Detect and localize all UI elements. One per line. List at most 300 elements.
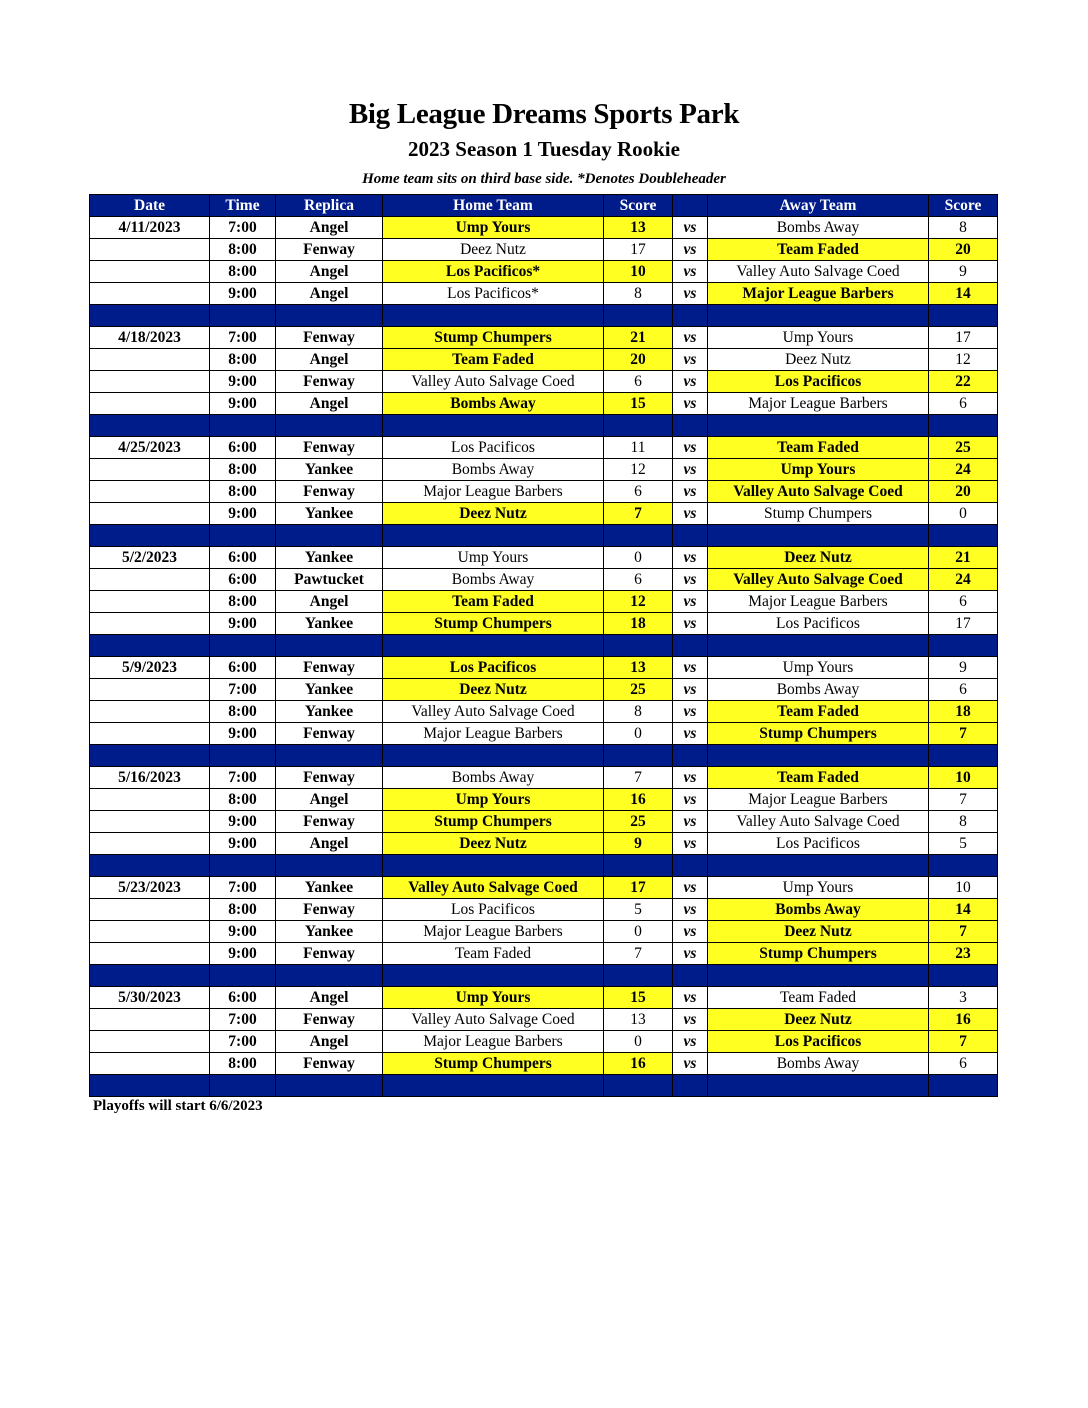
date-cell	[90, 283, 210, 305]
away-score-cell: 16	[929, 1009, 998, 1031]
vs-cell: vs	[673, 943, 708, 965]
away-score-cell: 7	[929, 1031, 998, 1053]
separator-cell	[90, 1075, 210, 1097]
vs-cell: vs	[673, 877, 708, 899]
week-separator-row	[90, 1075, 998, 1097]
page-subtitle: 2023 Season 1 Tuesday Rookie	[408, 137, 680, 161]
separator-cell	[673, 525, 708, 547]
game-row	[90, 437, 998, 459]
separator-cell	[210, 305, 276, 327]
time-cell: 8:00	[210, 349, 276, 371]
away-score-cell: 17	[929, 327, 998, 349]
separator-cell	[210, 965, 276, 987]
date-cell	[90, 569, 210, 591]
vs-cell: vs	[673, 239, 708, 261]
time-cell: 6:00	[210, 987, 276, 1009]
separator-cell	[708, 745, 929, 767]
vs-cell: vs	[673, 349, 708, 371]
vs-cell: vs	[673, 899, 708, 921]
replica-cell: Angel	[276, 261, 383, 283]
column-header-date: Date	[90, 195, 210, 217]
date-cell	[90, 591, 210, 613]
time-cell: 8:00	[210, 239, 276, 261]
vs-cell: vs	[673, 393, 708, 415]
home-score-cell: 0	[604, 1031, 673, 1053]
away-score-cell: 0	[929, 503, 998, 525]
time-cell: 8:00	[210, 459, 276, 481]
home-score-cell: 0	[604, 723, 673, 745]
separator-cell	[383, 635, 604, 657]
separator-cell	[383, 745, 604, 767]
separator-cell	[90, 635, 210, 657]
home-team-cell: Los Pacificos	[383, 899, 604, 921]
replica-cell: Fenway	[276, 767, 383, 789]
separator-cell	[604, 305, 673, 327]
home-score-cell: 8	[604, 283, 673, 305]
time-cell: 9:00	[210, 393, 276, 415]
away-score-cell: 7	[929, 789, 998, 811]
date-cell	[90, 723, 210, 745]
separator-cell	[708, 525, 929, 547]
away-team-cell: Bombs Away	[708, 679, 929, 701]
separator-cell	[276, 745, 383, 767]
game-row	[90, 1053, 998, 1075]
separator-cell	[604, 1075, 673, 1097]
away-score-cell: 14	[929, 283, 998, 305]
home-score-cell: 13	[604, 657, 673, 679]
replica-cell: Angel	[276, 217, 383, 239]
week-separator-row	[90, 305, 998, 327]
date-cell: 5/2/2023	[90, 547, 210, 569]
replica-cell: Yankee	[276, 701, 383, 723]
vs-cell: vs	[673, 437, 708, 459]
away-team-cell: Major League Barbers	[708, 393, 929, 415]
replica-cell: Yankee	[276, 877, 383, 899]
game-row	[90, 283, 998, 305]
date-cell	[90, 833, 210, 855]
away-team-cell: Deez Nutz	[708, 1009, 929, 1031]
time-cell: 9:00	[210, 811, 276, 833]
vs-cell: vs	[673, 921, 708, 943]
separator-cell	[90, 855, 210, 877]
away-score-cell: 3	[929, 987, 998, 1009]
away-team-cell: Stump Chumpers	[708, 503, 929, 525]
replica-cell: Fenway	[276, 1053, 383, 1075]
time-cell: 9:00	[210, 943, 276, 965]
home-score-cell: 18	[604, 613, 673, 635]
away-score-cell: 9	[929, 657, 998, 679]
replica-cell: Fenway	[276, 437, 383, 459]
home-score-cell: 25	[604, 811, 673, 833]
separator-cell	[210, 525, 276, 547]
home-team-cell: Stump Chumpers	[383, 327, 604, 349]
time-cell: 6:00	[210, 547, 276, 569]
away-team-cell: Los Pacificos	[708, 371, 929, 393]
vs-cell: vs	[673, 569, 708, 591]
separator-cell	[929, 525, 998, 547]
home-score-cell: 8	[604, 701, 673, 723]
away-team-cell: Ump Yours	[708, 459, 929, 481]
vs-cell: vs	[673, 1053, 708, 1075]
time-cell: 6:00	[210, 437, 276, 459]
date-cell	[90, 393, 210, 415]
away-team-cell: Deez Nutz	[708, 547, 929, 569]
home-team-cell: Los Pacificos*	[383, 283, 604, 305]
home-team-cell: Valley Auto Salvage Coed	[383, 701, 604, 723]
home-team-cell: Deez Nutz	[383, 239, 604, 261]
date-cell	[90, 1009, 210, 1031]
home-team-cell: Valley Auto Salvage Coed	[383, 877, 604, 899]
column-header-replica: Replica	[276, 195, 383, 217]
replica-cell: Fenway	[276, 1009, 383, 1031]
vs-cell: vs	[673, 371, 708, 393]
separator-cell	[383, 1075, 604, 1097]
replica-cell: Fenway	[276, 899, 383, 921]
date-cell	[90, 503, 210, 525]
separator-cell	[210, 415, 276, 437]
replica-cell: Fenway	[276, 657, 383, 679]
game-row	[90, 921, 998, 943]
vs-cell: vs	[673, 987, 708, 1009]
separator-cell	[276, 1075, 383, 1097]
away-score-cell: 9	[929, 261, 998, 283]
time-cell: 7:00	[210, 877, 276, 899]
home-team-cell: Deez Nutz	[383, 833, 604, 855]
replica-cell: Fenway	[276, 943, 383, 965]
home-score-cell: 6	[604, 569, 673, 591]
replica-cell: Fenway	[276, 327, 383, 349]
home-team-cell: Deez Nutz	[383, 503, 604, 525]
week-separator-row	[90, 635, 998, 657]
time-cell: 9:00	[210, 921, 276, 943]
home-team-cell: Deez Nutz	[383, 679, 604, 701]
schedule-body	[90, 217, 998, 1097]
separator-cell	[210, 635, 276, 657]
replica-cell: Yankee	[276, 679, 383, 701]
home-score-cell: 21	[604, 327, 673, 349]
away-team-cell: Team Faded	[708, 239, 929, 261]
home-team-cell: Los Pacificos	[383, 437, 604, 459]
replica-cell: Angel	[276, 393, 383, 415]
vs-cell: vs	[673, 811, 708, 833]
game-row	[90, 811, 998, 833]
vs-cell: vs	[673, 679, 708, 701]
separator-cell	[604, 635, 673, 657]
separator-cell	[276, 965, 383, 987]
home-score-cell: 15	[604, 393, 673, 415]
separator-cell	[673, 965, 708, 987]
vs-cell: vs	[673, 261, 708, 283]
date-cell	[90, 701, 210, 723]
vs-cell: vs	[673, 657, 708, 679]
separator-cell	[673, 855, 708, 877]
vs-cell: vs	[673, 613, 708, 635]
time-cell: 9:00	[210, 283, 276, 305]
away-team-cell: Bombs Away	[708, 1053, 929, 1075]
separator-cell	[90, 415, 210, 437]
home-team-cell: Ump Yours	[383, 217, 604, 239]
away-team-cell: Bombs Away	[708, 899, 929, 921]
home-team-cell: Team Faded	[383, 591, 604, 613]
separator-cell	[90, 305, 210, 327]
game-row	[90, 1009, 998, 1031]
home-team-cell: Ump Yours	[383, 789, 604, 811]
away-team-cell: Valley Auto Salvage Coed	[708, 569, 929, 591]
home-score-cell: 0	[604, 547, 673, 569]
vs-cell: vs	[673, 591, 708, 613]
date-cell: 4/25/2023	[90, 437, 210, 459]
game-row	[90, 613, 998, 635]
away-team-cell: Los Pacificos	[708, 613, 929, 635]
away-team-cell: Los Pacificos	[708, 833, 929, 855]
vs-cell: vs	[673, 327, 708, 349]
home-team-cell: Team Faded	[383, 943, 604, 965]
separator-cell	[90, 745, 210, 767]
home-team-cell: Major League Barbers	[383, 481, 604, 503]
replica-cell: Angel	[276, 349, 383, 371]
separator-cell	[673, 745, 708, 767]
separator-cell	[673, 415, 708, 437]
separator-cell	[673, 1075, 708, 1097]
time-cell: 6:00	[210, 657, 276, 679]
separator-cell	[673, 635, 708, 657]
home-team-cell: Valley Auto Salvage Coed	[383, 371, 604, 393]
away-score-cell: 8	[929, 217, 998, 239]
time-cell: 9:00	[210, 503, 276, 525]
home-score-cell: 7	[604, 943, 673, 965]
game-row	[90, 877, 998, 899]
time-cell: 7:00	[210, 679, 276, 701]
separator-cell	[90, 965, 210, 987]
date-cell	[90, 811, 210, 833]
home-score-cell: 6	[604, 481, 673, 503]
game-row	[90, 833, 998, 855]
home-score-cell: 15	[604, 987, 673, 1009]
home-score-cell: 6	[604, 371, 673, 393]
column-header-home-score: Score	[604, 195, 673, 217]
away-team-cell: Deez Nutz	[708, 349, 929, 371]
game-row	[90, 591, 998, 613]
replica-cell: Angel	[276, 833, 383, 855]
separator-cell	[210, 855, 276, 877]
away-score-cell: 6	[929, 679, 998, 701]
away-score-cell: 24	[929, 569, 998, 591]
home-score-cell: 16	[604, 1053, 673, 1075]
date-cell: 5/23/2023	[90, 877, 210, 899]
time-cell: 8:00	[210, 591, 276, 613]
away-team-cell: Team Faded	[708, 437, 929, 459]
home-score-cell: 17	[604, 877, 673, 899]
table-header-row	[90, 195, 998, 217]
home-team-cell: Ump Yours	[383, 987, 604, 1009]
date-cell	[90, 899, 210, 921]
away-team-cell: Valley Auto Salvage Coed	[708, 261, 929, 283]
home-score-cell: 16	[604, 789, 673, 811]
away-score-cell: 20	[929, 239, 998, 261]
away-score-cell: 24	[929, 459, 998, 481]
separator-cell	[929, 855, 998, 877]
time-cell: 8:00	[210, 701, 276, 723]
game-row	[90, 459, 998, 481]
date-cell: 5/9/2023	[90, 657, 210, 679]
away-team-cell: Bombs Away	[708, 217, 929, 239]
date-cell	[90, 943, 210, 965]
away-team-cell: Major League Barbers	[708, 591, 929, 613]
column-header-vs	[673, 195, 708, 217]
separator-cell	[929, 415, 998, 437]
replica-cell: Fenway	[276, 811, 383, 833]
away-score-cell: 12	[929, 349, 998, 371]
replica-cell: Pawtucket	[276, 569, 383, 591]
date-cell: 5/16/2023	[90, 767, 210, 789]
home-team-cell: Los Pacificos	[383, 657, 604, 679]
separator-cell	[276, 525, 383, 547]
home-score-cell: 7	[604, 503, 673, 525]
separator-cell	[383, 525, 604, 547]
column-header-away-team: Away Team	[708, 195, 929, 217]
date-cell: 5/30/2023	[90, 987, 210, 1009]
date-cell	[90, 459, 210, 481]
date-cell	[90, 371, 210, 393]
replica-cell: Angel	[276, 987, 383, 1009]
separator-cell	[383, 855, 604, 877]
separator-cell	[929, 965, 998, 987]
away-team-cell: Major League Barbers	[708, 789, 929, 811]
date-cell	[90, 613, 210, 635]
game-row	[90, 789, 998, 811]
replica-cell: Yankee	[276, 613, 383, 635]
away-score-cell: 6	[929, 393, 998, 415]
game-row	[90, 547, 998, 569]
game-row	[90, 987, 998, 1009]
away-team-cell: Los Pacificos	[708, 1031, 929, 1053]
game-row	[90, 767, 998, 789]
replica-cell: Angel	[276, 1031, 383, 1053]
home-team-cell: Stump Chumpers	[383, 1053, 604, 1075]
home-score-cell: 0	[604, 921, 673, 943]
week-separator-row	[90, 525, 998, 547]
away-score-cell: 21	[929, 547, 998, 569]
time-cell: 9:00	[210, 723, 276, 745]
separator-cell	[604, 965, 673, 987]
home-score-cell: 10	[604, 261, 673, 283]
replica-cell: Angel	[276, 283, 383, 305]
date-cell	[90, 1053, 210, 1075]
separator-cell	[708, 305, 929, 327]
replica-cell: Fenway	[276, 239, 383, 261]
away-score-cell: 7	[929, 921, 998, 943]
game-row	[90, 217, 998, 239]
separator-cell	[708, 635, 929, 657]
separator-cell	[210, 1075, 276, 1097]
home-score-cell: 9	[604, 833, 673, 855]
separator-cell	[929, 1075, 998, 1097]
time-cell: 9:00	[210, 371, 276, 393]
separator-cell	[604, 525, 673, 547]
separator-cell	[276, 855, 383, 877]
separator-cell	[383, 305, 604, 327]
home-score-cell: 11	[604, 437, 673, 459]
date-cell: 4/11/2023	[90, 217, 210, 239]
home-score-cell: 25	[604, 679, 673, 701]
vs-cell: vs	[673, 723, 708, 745]
vs-cell: vs	[673, 1009, 708, 1031]
home-team-cell: Stump Chumpers	[383, 613, 604, 635]
away-score-cell: 8	[929, 811, 998, 833]
vs-cell: vs	[673, 217, 708, 239]
home-team-cell: Los Pacificos*	[383, 261, 604, 283]
home-score-cell: 12	[604, 459, 673, 481]
home-score-cell: 13	[604, 1009, 673, 1031]
page-title: Big League Dreams Sports Park	[348, 98, 740, 130]
game-row	[90, 657, 998, 679]
separator-cell	[604, 745, 673, 767]
separator-cell	[673, 305, 708, 327]
time-cell: 7:00	[210, 1009, 276, 1031]
home-score-cell: 20	[604, 349, 673, 371]
home-score-cell: 12	[604, 591, 673, 613]
game-row	[90, 481, 998, 503]
away-team-cell: Team Faded	[708, 987, 929, 1009]
away-team-cell: Stump Chumpers	[708, 723, 929, 745]
separator-cell	[276, 305, 383, 327]
away-team-cell: Team Faded	[708, 701, 929, 723]
replica-cell: Yankee	[276, 503, 383, 525]
away-score-cell: 18	[929, 701, 998, 723]
away-team-cell: Ump Yours	[708, 657, 929, 679]
separator-cell	[604, 415, 673, 437]
game-row	[90, 503, 998, 525]
date-cell	[90, 921, 210, 943]
game-row	[90, 723, 998, 745]
game-row	[90, 239, 998, 261]
home-team-cell: Bombs Away	[383, 459, 604, 481]
home-team-cell: Major League Barbers	[383, 1031, 604, 1053]
date-cell	[90, 789, 210, 811]
game-row	[90, 899, 998, 921]
separator-cell	[929, 745, 998, 767]
away-team-cell: Ump Yours	[708, 327, 929, 349]
replica-cell: Angel	[276, 591, 383, 613]
date-cell	[90, 1031, 210, 1053]
away-score-cell: 22	[929, 371, 998, 393]
home-team-cell: Ump Yours	[383, 547, 604, 569]
game-row	[90, 327, 998, 349]
replica-cell: Angel	[276, 789, 383, 811]
time-cell: 8:00	[210, 481, 276, 503]
home-score-cell: 13	[604, 217, 673, 239]
home-team-cell: Valley Auto Salvage Coed	[383, 1009, 604, 1031]
replica-cell: Yankee	[276, 547, 383, 569]
separator-cell	[604, 855, 673, 877]
away-score-cell: 10	[929, 767, 998, 789]
away-team-cell: Valley Auto Salvage Coed	[708, 811, 929, 833]
time-cell: 9:00	[210, 613, 276, 635]
home-team-cell: Bombs Away	[383, 767, 604, 789]
separator-cell	[383, 415, 604, 437]
vs-cell: vs	[673, 459, 708, 481]
away-score-cell: 7	[929, 723, 998, 745]
separator-cell	[90, 525, 210, 547]
away-team-cell: Major League Barbers	[708, 283, 929, 305]
time-cell: 7:00	[210, 327, 276, 349]
home-team-cell: Major League Barbers	[383, 921, 604, 943]
game-row	[90, 701, 998, 723]
week-separator-row	[90, 965, 998, 987]
date-cell: 4/18/2023	[90, 327, 210, 349]
home-team-cell: Bombs Away	[383, 569, 604, 591]
separator-cell	[276, 415, 383, 437]
